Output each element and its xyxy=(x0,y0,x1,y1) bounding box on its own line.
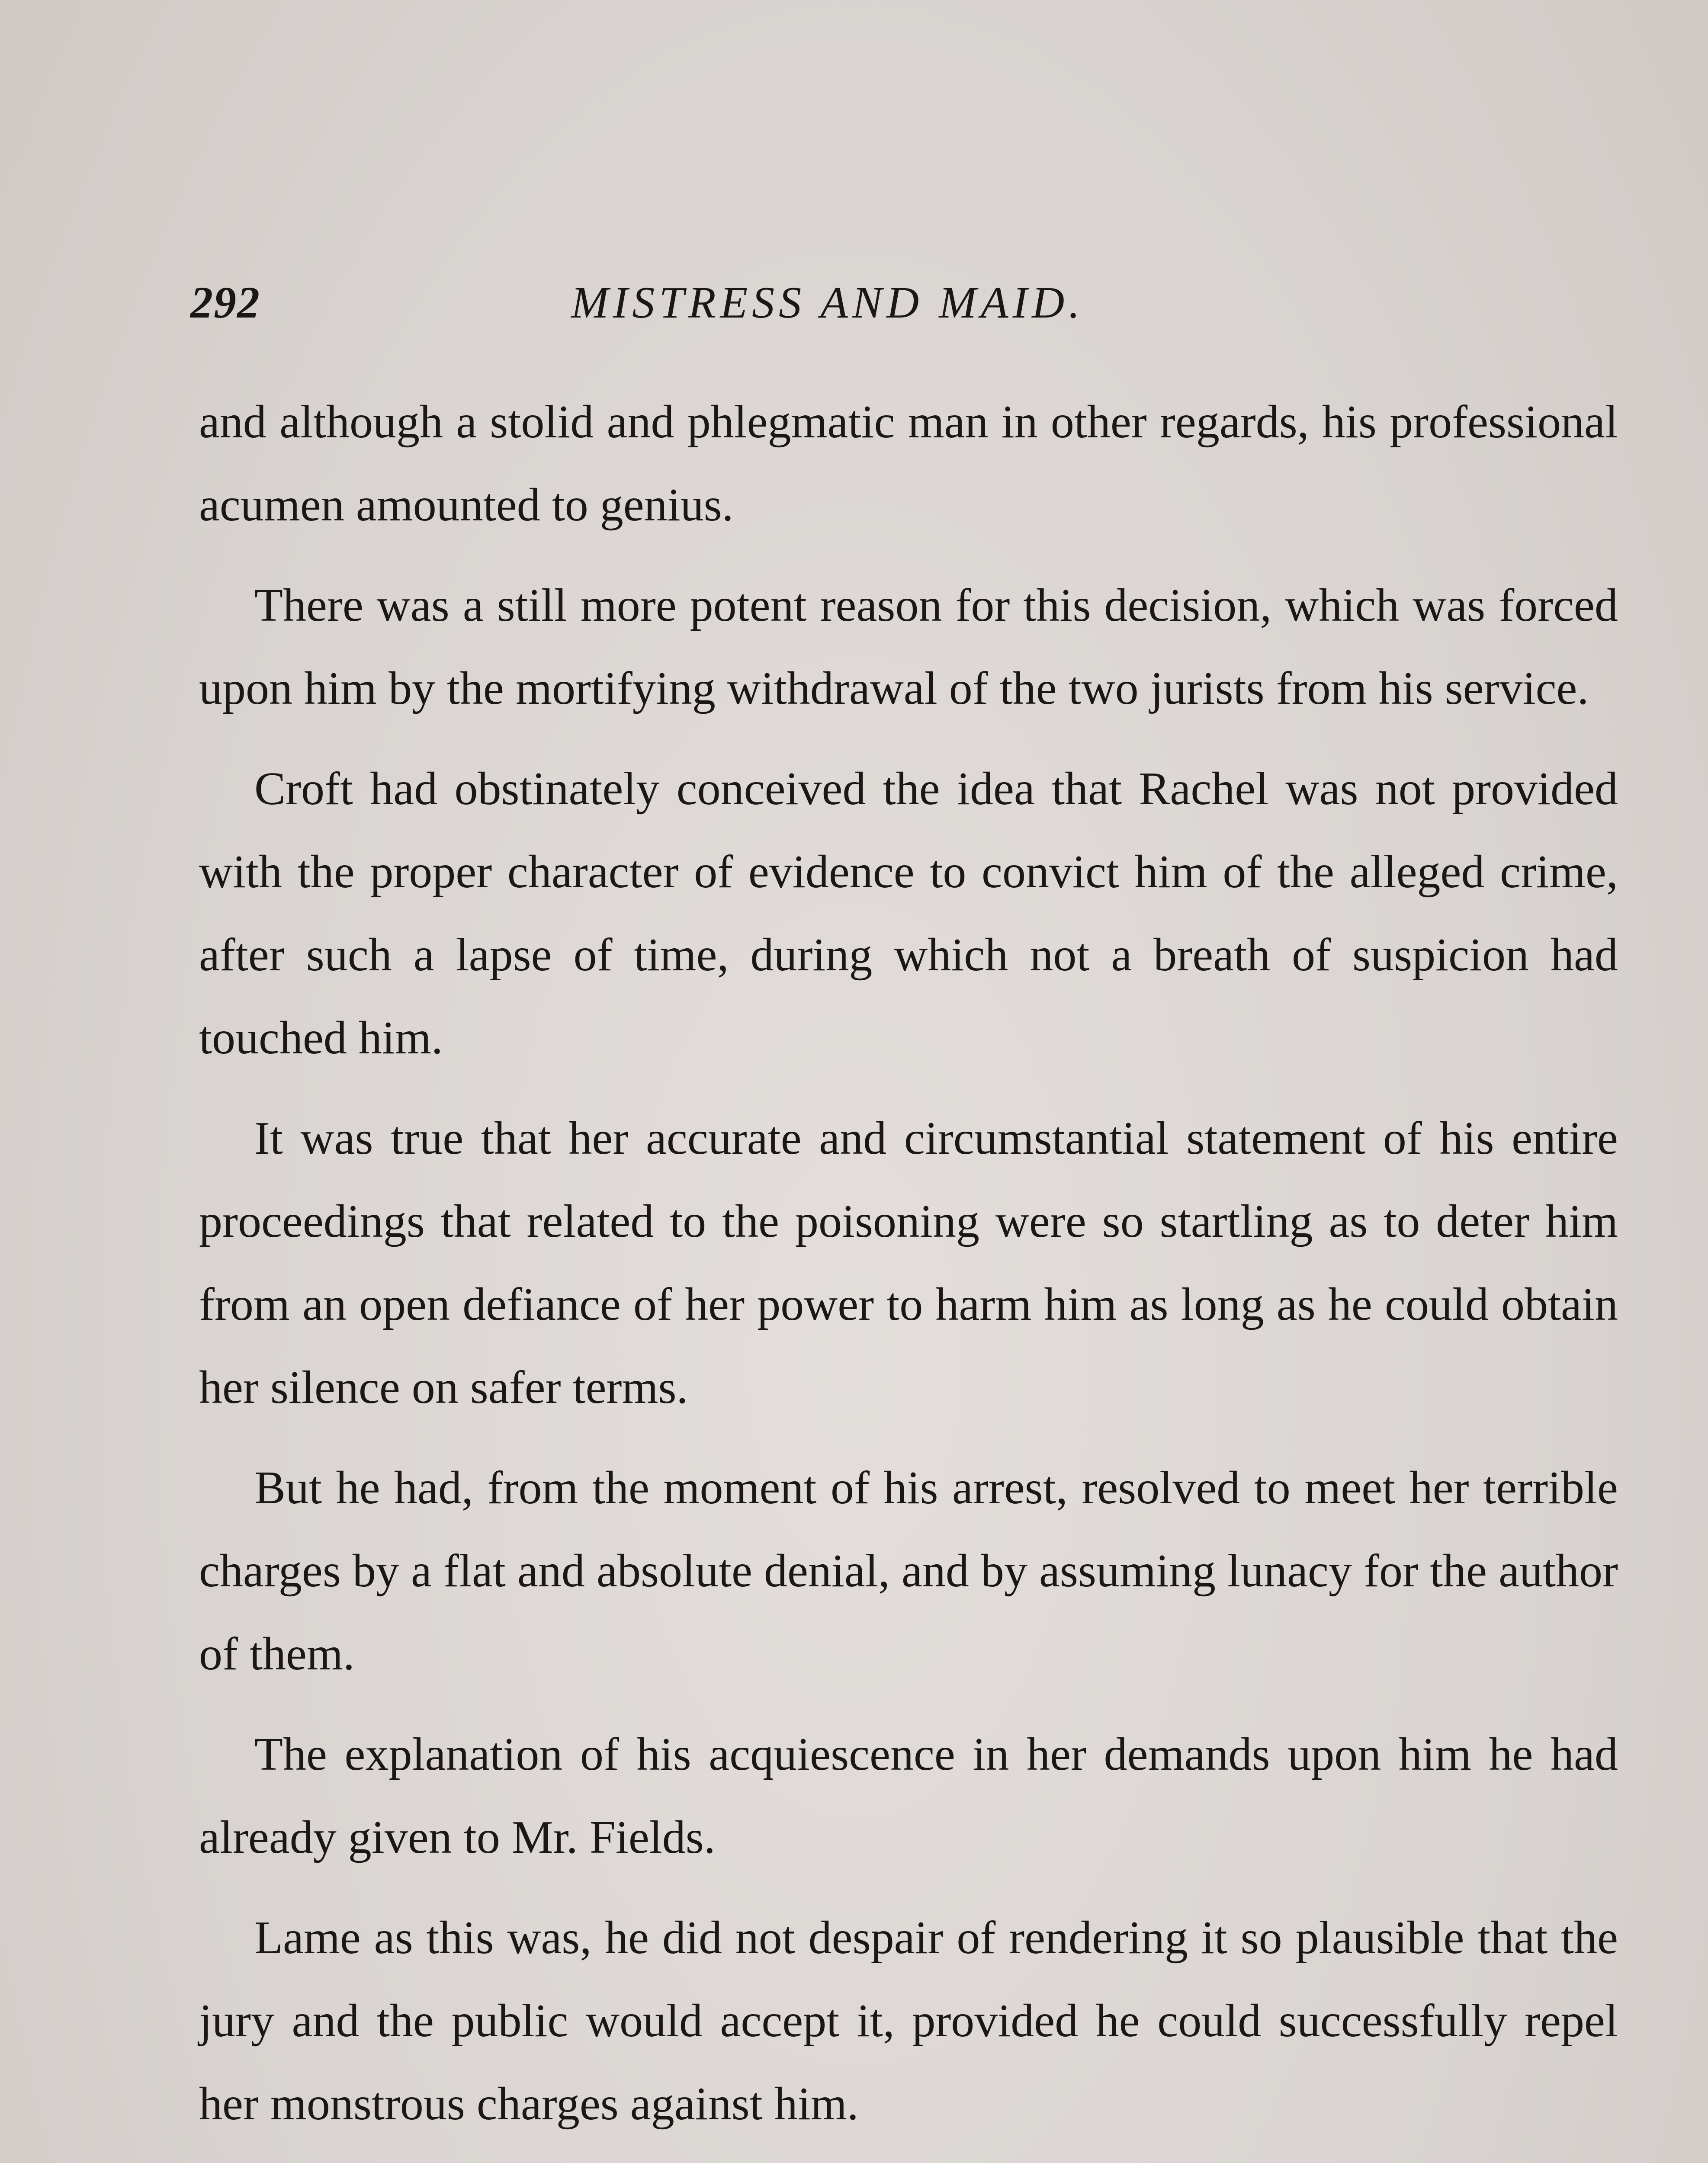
paragraph: There was a still more potent reason for this decision, which was forced upon him by the mortifying withdrawal of the two jurists from his service. xyxy=(199,580,1618,714)
paragraph: Croft had obstinately conceived the idea that Rachel was not provided with the proper character of evidence to convict him of the alleged crime, after such a lapse of time, during which not a breath of suspicion had touched him. xyxy=(199,763,1618,1064)
page-number: 292 xyxy=(190,278,260,327)
paragraph: But he had, from the moment of his arrest, resolved to meet her terrible charges by a flat and absolute denial, and by assuming lunacy for the author of them. xyxy=(199,1462,1618,1680)
running-title: MISTRESS AND MAID. xyxy=(571,278,1085,327)
paragraph: and although a stolid and phlegmatic man in other regards, his professional acumen amounted to genius. xyxy=(199,396,1618,531)
paragraph: It was true that her accurate and circumstantial statement of his entire proceedings that related to the poisoning were so startling as to deter him from an open defiance of her power to harm him as long as he could obtain her silence on safer terms. xyxy=(199,1113,1618,1413)
body-text xyxy=(199,381,1618,2163)
paragraph: Lame as this was, he did not despair of rendering it so plausible that the jury and the public would accept it, provided he could successfully repel her monstrous charges against him. xyxy=(199,1912,1618,2130)
page-header xyxy=(190,260,1618,346)
paragraph: The explanation of his acquiescence in her demands upon him he had already given to Mr. Fields. xyxy=(199,1729,1618,1863)
